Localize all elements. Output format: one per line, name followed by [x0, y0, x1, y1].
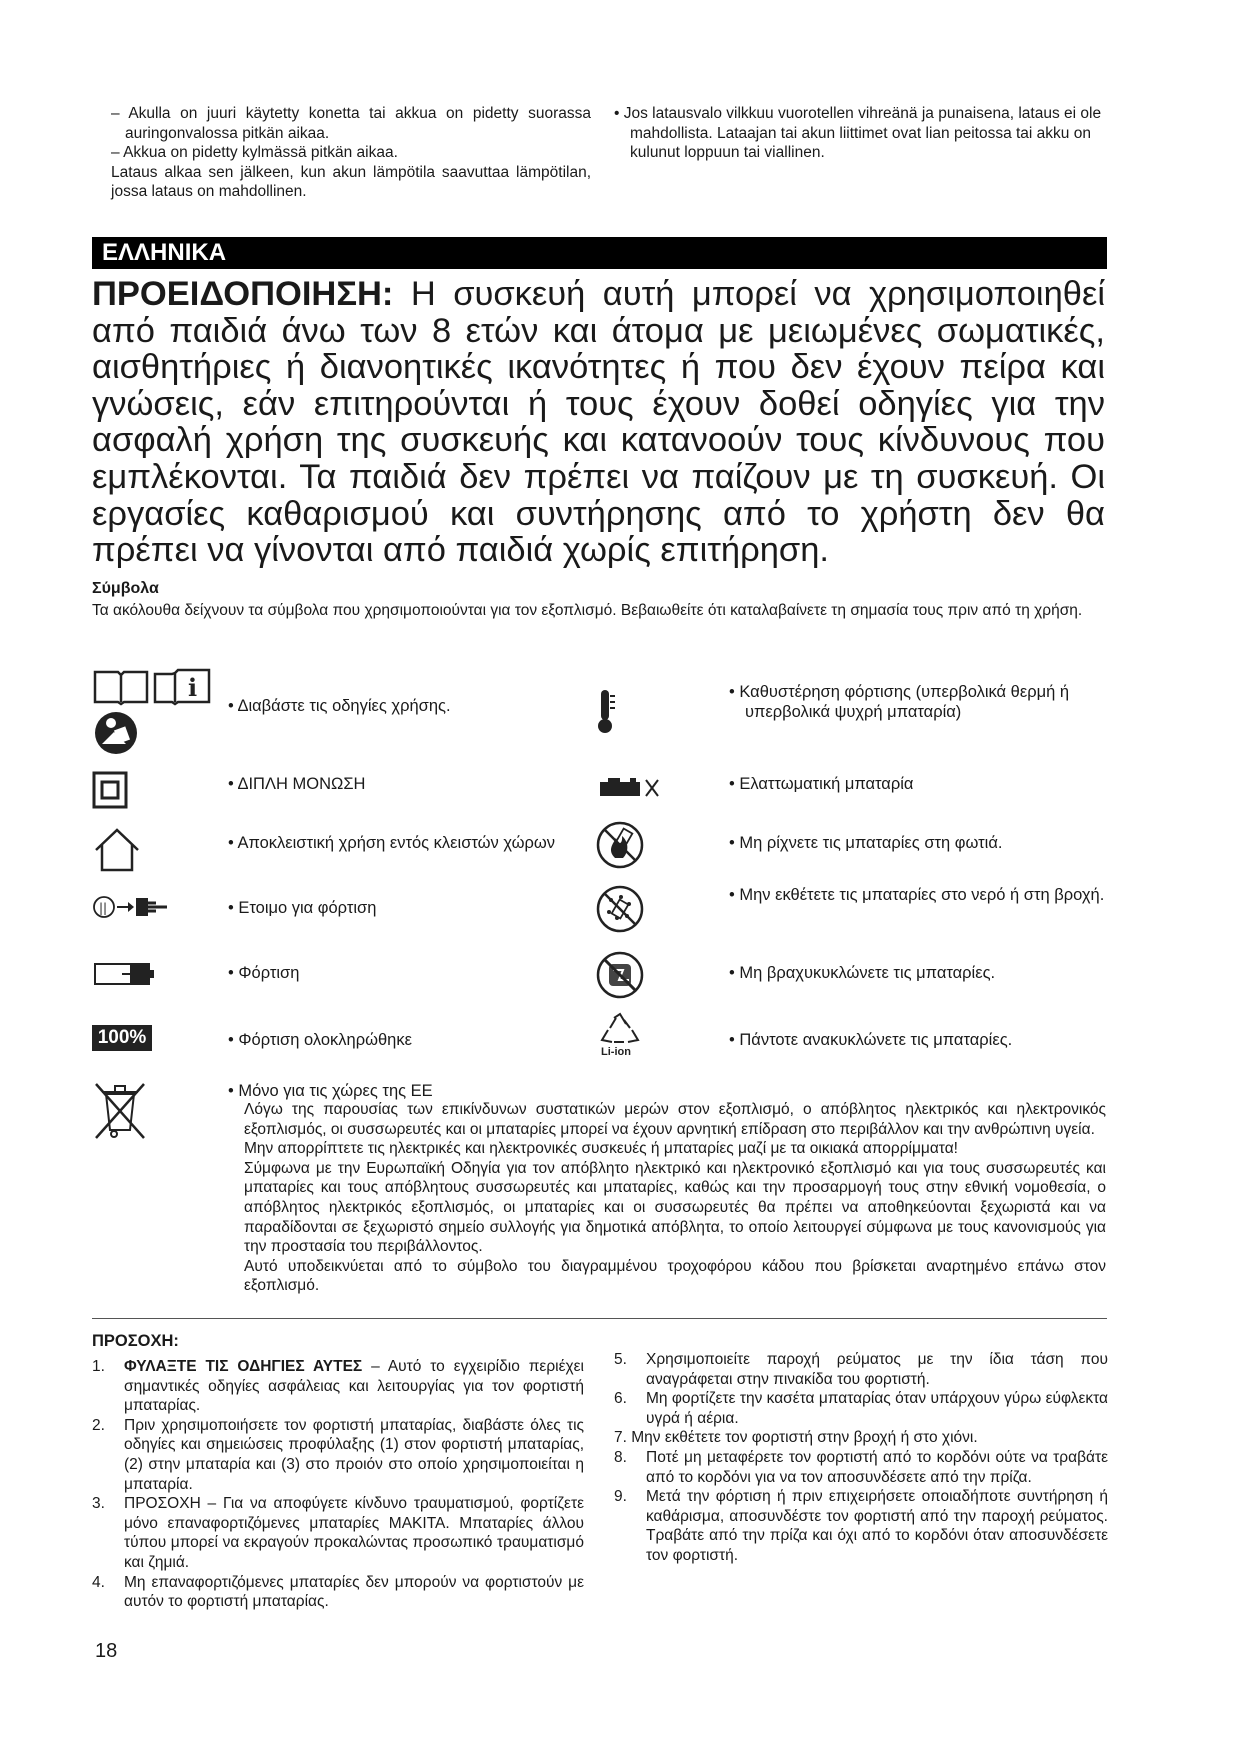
- caution-item-number: 7.: [614, 1429, 627, 1447]
- caution-item-text: Μετά την φόρτιση ή πριν επιχειρήσετε οποιαδήποτε συντήρηση ή καθάρισμα, αποσυνδέστε τον φορτιστή από την παροχή ρεύματος. Τραβάτε από την πρίζα και όχι από το κορδόνι όταν αποσυνδέσετε τον φορτιστή.: [646, 1488, 1108, 1564]
- caution-right-column: [614, 1350, 1108, 1566]
- no-short-circuit-icon: [595, 950, 645, 1000]
- page-number: 18: [95, 1640, 118, 1662]
- finnish-paragraph: Lataus alkaa sen jälkeen, kun akun lämpötila saavuttaa lämpötilan, jossa lataus on mahdollinen.: [111, 163, 591, 200]
- double-insulation-icon: [92, 770, 128, 810]
- warning-block: [92, 276, 1105, 569]
- caution-item-number: 5.: [614, 1351, 627, 1368]
- finnish-bullet: • Jos latausvalo vilkkuu vuorotellen vihreänä ja punaisena, lataus ei ole mahdollista. Lataajan tai akun liittimet ovat lian peitossa tai akku on kulunut loppuun tai viallinen.: [614, 105, 1102, 161]
- crossed-bin-icon: [92, 1080, 148, 1140]
- caution-item-number: 3.: [92, 1495, 105, 1513]
- recycle-icon: [598, 1012, 642, 1048]
- caution-item: [92, 1494, 584, 1572]
- warning-text: Η συσκευή αυτή μπορεί να χρησιμοποιηθεί από παιδιά άνω των 8 ετών και άτομα με μειωμένες σωματικές, αισθητήριες ή διανοητικές ικανότητες ή που δεν έχουν πείρα και γνώσεις, εάν επιτηρούνται ή τους έχουν δοθεί οδηγίες για την ασφαλή χρήση της συσκευής και κατανοούν τους κίνδυνους που εμπλέκονται. Τα παιδιά δεν πρέπει να παίζουν με τη συσκευή. Οι εργασίες καθαρισμού και συντήρησης από το χρήστη δεν θα πρέπει να γίνονται από παιδιά χωρίς επιτήρηση.: [92, 275, 1105, 570]
- charging-icon: [92, 958, 156, 988]
- caution-item: [614, 1428, 1108, 1448]
- thermometer-icon: [590, 686, 620, 736]
- symbol-no-fire-text: • Μη ρίχνετε τις μπαταρίες στη φωτιά.: [729, 834, 1003, 852]
- no-water-icon: [595, 884, 645, 934]
- caution-item: [614, 1389, 1108, 1428]
- caution-item-number: 1.: [92, 1358, 105, 1375]
- symbol-no-short-circuit-text: • Μη βραχυκυκλώνετε τις μπαταρίες.: [729, 964, 996, 982]
- weee-paragraph-3: Σύμφωνα με την Ευρωπαϊκή Οδηγία για τον απόβλητο ηλεκτρικό και ηλεκτρονικό εξοπλισμό και για τους συσσωρευτές και μπαταρίες και τους απόβλητους συσσωρευτές και μπαταρίες, καθώς και την προσαρμογή τους στην εθνική νομοθεσία, ο απόβλητος ηλεκτρικός εξοπλισμός, οι μπαταρίες και οι συσσωρευτές θα πρέπει να αποθηκεύονται ξεχωριστά και να παραδίδονται σε ξεχωριστό σημείο συλλογής για δημοτικά απόβλητα, το οποίο λειτουργεί σύμφωνα με τους κανονισμούς για την προστασία του περιβάλλοντος.: [244, 1159, 1106, 1256]
- symbol-eu-only-text: • Μόνο για τις χώρες της ΕΕ: [228, 1082, 433, 1100]
- caution-item-bold: ΦΥΛΑΞΤΕ ΤΙΣ ΟΔΗΓΙΕΣ ΑΥΤΕΣ: [124, 1358, 363, 1375]
- caution-heading: ΠΡΟΣΟΧΗ:: [92, 1332, 179, 1350]
- caution-item-text: Χρησιμοποιείτε παροχή ρεύματος με την ίδια τάση που αναγράφεται στην πινακίδα του φορτιστή.: [646, 1351, 1108, 1388]
- caution-item: [614, 1350, 1108, 1389]
- caution-item: [92, 1416, 584, 1494]
- defective-battery-icon: [596, 774, 666, 800]
- symbol-charging-delay-text: • Καθυστέρηση φόρτισης (υπερβολικά θερμή ή υπερβολικά ψυχρή μπαταρία): [729, 683, 1070, 721]
- svg-text:||: ||: [99, 901, 108, 915]
- weee-text-block: [244, 1080, 1106, 1296]
- caution-left-column: [92, 1357, 584, 1612]
- caution-item-text: Μη επαναφορτιζόμενες μπαταρίες δεν μπορούν να φορτιστούν με αυτόν το φορτιστή μπαταρίας.: [124, 1573, 584, 1611]
- indoor-use-icon: [92, 826, 142, 872]
- symbols-intro: Τα ακόλουθα δείχνουν τα σύμβολα που χρησιμοποιούνται για τον εξοπλισμό. Βεβαιωθείτε ότι καταλαβαίνετε τη σημασία τους πριν από τη χρήση.: [92, 602, 1083, 619]
- caution-item-number: 8.: [614, 1448, 627, 1466]
- symbol-indoor-use-text: • Αποκλειστική χρήση εντός κλειστών χώρων: [228, 834, 556, 852]
- finnish-left-column: [111, 104, 591, 202]
- symbol-charging-text: • Φόρτιση: [228, 964, 300, 982]
- caution-item-number: 9.: [614, 1488, 627, 1506]
- svg-text:i: i: [188, 673, 198, 702]
- ready-to-charge-icon: [92, 892, 172, 922]
- caution-item: [614, 1487, 1108, 1565]
- finnish-line-2: – Akkua on pidetty kylmässä pitkän aikaa.: [111, 144, 398, 161]
- symbol-double-insulation-text: • ΔΙΠΛΗ ΜΟΝΩΣΗ: [228, 775, 366, 793]
- caution-item-text: Πριν χρησιμοποιήσετε τον φορτιστή μπαταρίας, διαβάστε όλες τις οδηγίες και σημειώσεις προφύλαξης (1) στον φορτιστή μπαταρίας, (2) στην μπαταρία και (3) στο προιόν στο οποίο χρησιμοποιείται η μπαταρία.: [124, 1416, 584, 1493]
- caution-item-text: ΠΡΟΣΟΧΗ – Για να αποφύγετε κίνδυνο τραυματισμού, φορτίζετε μόνο επαναφορτιζόμενες μπαταρίες MAKITA. Μπαταρίες άλλου τύπου μπορεί να εκραγούν προκαλώντας προσωπικό τραυματισμό και ζημιά.: [124, 1495, 584, 1571]
- weee-paragraph-2: Μην απορρίπτετε τις ηλεκτρικές και ηλεκτρονικές συσκευές ή μπαταρίες μαζί με τα οικιακά απορρίμματα!: [244, 1140, 958, 1158]
- no-fire-icon: [595, 820, 645, 870]
- section-divider: [92, 1318, 1107, 1319]
- symbol-charge-complete-text: • Φόρτιση ολοκληρώθηκε: [228, 1031, 412, 1049]
- finnish-line-1: – Akulla on juuri käytetty konetta tai akkua on pidetty suorassa auringonvalossa pitkän aikaa.: [111, 105, 591, 142]
- caution-item-text: Μη φορτίζετε την κασέτα μπαταρίας όταν υπάρχουν γύρω εύφλεκτα υγρά ή αέρια.: [646, 1390, 1108, 1427]
- symbols-heading: Σύμβολα: [92, 580, 159, 597]
- weee-paragraph-4: Αυτό υποδεικνύεται από το σύμβολο του διαγραμμένου τροχοφόρου κάδου που βρίσκεται αναρτημένο επάνω στον εξοπλισμό.: [244, 1257, 1106, 1295]
- liion-label: Li-ion: [601, 1046, 631, 1058]
- caution-item: [92, 1357, 584, 1416]
- finnish-right-column: [614, 104, 1108, 163]
- symbol-no-water-text: • Μην εκθέτετε τις μπαταρίες στο νερό ή στη βροχή.: [729, 886, 1105, 904]
- caution-item-number: 6.: [614, 1390, 627, 1408]
- charge-complete-icon: 100%: [92, 1025, 152, 1051]
- caution-item-text: Ποτέ μη μεταφέρετε τον φορτιστή από το κορδόνι ούτε να τραβάτε από το κορδόνι για να τον αποσυνδέσετε από την πρίζα.: [646, 1448, 1108, 1486]
- caution-item-number: 4.: [92, 1573, 105, 1591]
- weee-paragraph-1: Λόγω της παρουσίας των επικίνδυνων συστατικών μερών στον εξοπλισμό, ο απόβλητος ηλεκτρικός και ηλεκτρονικός εξοπλισμός, οι συσσωρευτές και οι μπαταρίες μπορεί να έχουν αρνητική επίδραση στο περιβάλλον και την ανθρώπινη υγεία.: [244, 1101, 1106, 1138]
- language-header: ΕΛΛΗΝΙΚΑ: [92, 237, 1107, 269]
- symbol-ready-to-charge-text: • Ετοιμο για φόρτιση: [228, 899, 377, 917]
- caution-item: [92, 1573, 584, 1612]
- symbol-recycle-text: • Πάντοτε ανακυκλώνετε τις μπαταρίες.: [729, 1031, 1013, 1049]
- read-instructions-circle-icon: [92, 710, 140, 756]
- caution-item-number: 2.: [92, 1416, 105, 1434]
- caution-item-text: – Αυτό το εγχειρίδιο περιέχει σημαντικές οδηγίες ασφάλειας και λειτουργίας για τον φορτιστή μπαταρίας.: [124, 1358, 584, 1415]
- caution-item: [614, 1448, 1108, 1487]
- symbol-defective-battery-text: • Ελαττωματική μπαταρία: [729, 775, 914, 793]
- warning-label: ΠΡΟΕΙΔΟΠΟΙΗΣΗ:: [92, 275, 394, 313]
- caution-item-text: Μην εκθέτετε τον φορτιστή στην βροχή ή στο χιόνι.: [631, 1429, 978, 1447]
- symbol-read-manual-text: • Διαβάστε τις οδηγίες χρήσης.: [228, 697, 451, 715]
- read-manual-icon: [92, 666, 212, 706]
